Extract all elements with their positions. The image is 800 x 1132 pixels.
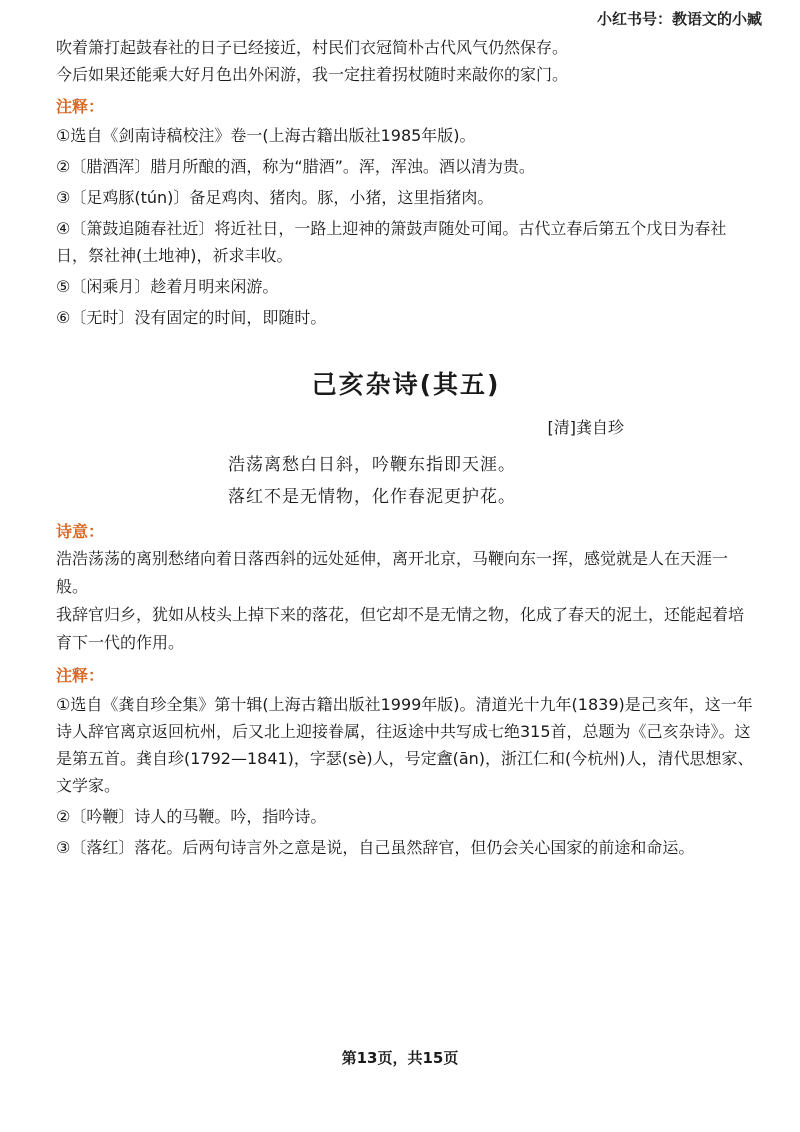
meaning-paragraph-2: 我辞官归乡，犹如从枝头上掉下来的落花，但它却不是无情之物，化成了春天的泥土，还能起着培育下一代的作用。: [56, 605, 745, 652]
meaning-paragraph-1: 浩浩荡荡的离别愁绪向着日落西斜的远处延伸，离开北京，马鞭向东一挥，感觉就是人在天涯一般。: [56, 549, 729, 596]
poem-title: 己亥杂诗(其五): [311, 370, 501, 399]
note-item-5: ⑤〔闲乘月〕趁着月明来闲游。: [56, 277, 279, 296]
note-item-3: ③〔足鸡豚(tún)〕备足鸡肉、猪肉。豚，小猪，这里指猪肉。: [56, 188, 494, 207]
poem-author: [清]龚自珍: [547, 418, 624, 437]
page-number: 第13页，共15页: [341, 1049, 459, 1067]
note-item-6: ⑥〔无时〕没有固定的时间，即随时。: [56, 308, 327, 327]
poem-line-1: 浩荡离愁白日斜，吟鞭东指即天涯。: [228, 455, 516, 475]
note2-item-1: ①选自《龚自珍全集》第十辑(上海古籍出版社1999年版)。清道光十九年(1839)是己亥年，这一年诗人辞官离京返回杭州，后又北上迎接眷属，往返途中共写成七绝315首，总题为《己亥杂诗》。这是第五首。龚自珍(1792—1841)，字瑟(sè)人，号定盦(ān)，浙江仁和(今杭州)人，清代思想家、文学家。: [56, 695, 754, 795]
meaning-heading: 诗意：: [56, 522, 105, 541]
notes2-heading: 注释：: [56, 666, 105, 685]
document-page: [56, 34, 756, 865]
poem-line-2: 落红不是无情物，化作春泥更护花。: [228, 487, 516, 507]
watermark-label: 小红书号：教语文的小臧: [596, 10, 762, 28]
translation-line-1: 吹着箫打起鼓春社的日子已经接近，村民们衣冠简朴古代风气仍然保存。: [56, 38, 569, 57]
note-item-2: ②〔腊酒浑〕腊月所酿的酒，称为“腊酒”。浑，浑浊。酒以清为贵。: [56, 157, 535, 176]
note2-item-3: ③〔落红〕落花。后两句诗言外之意是说，自己虽然辞官，但仍会关心国家的前途和命运。: [56, 838, 695, 857]
note-item-1: ①选自《剑南诗稿校注》卷一(上海古籍出版社1985年版)。: [56, 126, 476, 145]
note2-item-2: ②〔吟鞭〕诗人的马鞭。吟，指吟诗。: [56, 807, 327, 826]
note-item-4: ④〔箫鼓追随春社近〕将近社日，一路上迎神的箫鼓声随处可闻。古代立春后第五个戊日为春社日，祭社神(土地神)，祈求丰收。: [56, 219, 727, 265]
notes-heading: 注释：: [56, 97, 105, 116]
translation-line-2: 今后如果还能乘大好月色出外闲游，我一定拄着拐杖随时来敲你的家门。: [56, 65, 569, 84]
